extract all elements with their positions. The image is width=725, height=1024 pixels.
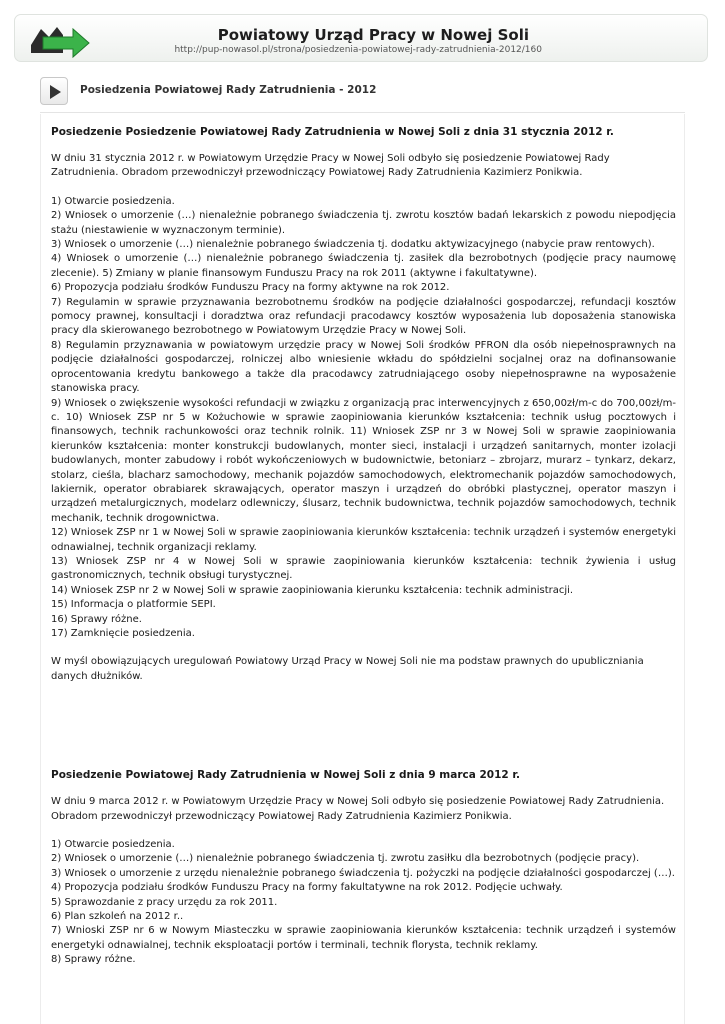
meeting-entry [51,125,676,684]
meeting-title: Posiedzenie Powiatowej Rady Zatrudnienia w Nowej Soli z dnia 9 marca 2012 r. [51,769,521,782]
section-arrow-icon [40,77,68,105]
agenda-item: 7) Regulamin w sprawie przyznawania bezrobotnemu środków na podjęcie działalności gospodarczej, refundacji kosztów pomocy prawnej, konsultacji i doradztwa oraz refundacji pracodawcy kosztów wyposażenia lub doposażenia stanowiska pracy dla skierowanego bezrobotnego w Powiatowym Urzędzie Pracy w Nowej Soli. [51,296,676,337]
agenda-item: 2) Wniosek o umorzenie (…) nienależnie pobranego świadczenia tj. zwrotu zasiłku dla bezrobotnych (podjęcie pracy). [51,853,640,865]
meeting-title: Posiedzenie Posiedzenie Powiatowej Rady Zatrudnienia w Nowej Soli z dnia 31 stycznia 2012 r. [51,126,614,138]
meeting-intro: W dniu 9 marca 2012 r. w Powiatowym Urzędzie Pracy w Nowej Soli odbyło się posiedzenie Powiatowej Rady Zatrudnienia. Obradom przewodniczył przewodniczący Powiatowej Rady Zatrudnienia Kazimierz Ponikwia. [51,796,665,822]
agenda-item: 3) Wniosek o umorzenie (…) nienależnie pobranego świadczenia tj. dodatku aktywizacyjnego (nabycie praw rentowych). [51,239,655,251]
agenda-item: 1) Otwarcie posiedzenia. [51,195,175,207]
meeting-entry [51,768,676,967]
agenda-item: 1) Otwarcie posiedzenia. [51,839,175,851]
meeting-note: W myśl obowiązujących uregulowań Powiatowy Urząd Pracy w Nowej Soli nie ma podstaw prawnych do upubliczniania danych dłużników. [51,656,644,682]
site-header [14,14,708,62]
agenda-item: 6) Plan szkoleń na 2012 r.. [51,911,184,923]
agenda-item: 7) Wnioski ZSP nr 6 w Nowym Miasteczku w sprawie zaopiniowania kierunków kształcenia: technik urządzeń i systemów energetyki odnawialnej, technik eksploatacji portów i terminali, technik florysta, technik reklamy. [51,925,676,951]
content-panel [40,114,685,1024]
agenda-item: 2) Wniosek o umorzenie (…) nienależnie pobranego świadczenia tj. zwrotu kosztów badań lekarskich z powodu niepodjęcia stażu (niestawienie w wyznaczonym terminie). [51,210,676,236]
agenda-item: 8) Regulamin przyznawania w powiatowym urzędzie pracy w Nowej Soli środków PFRON dla osób niepełnosprawnych na podjęcie działalności gospodarczej, rolniczej albo wniesienie wkładu do spółdzielni socjalnej oraz na dofinansowanie oprocentowania kredytu bankowego a także dla pracodawcy zatrudniającego osoby niepełnosprawne na wyposażenie stanowiska pracy. [51,339,676,395]
agenda-item: 5) Sprawozdanie z pracy urzędu za rok 2011. [51,896,278,908]
agenda-list [51,838,676,968]
section-title: Posiedzenia Powiatowej Rady Zatrudnienia - 2012 [80,84,377,96]
agenda-item: 6) Propozycja podziału środków Funduszu Pracy na formy aktywne na rok 2012. [51,282,450,294]
agenda-item: 14) Wniosek ZSP nr 2 w Nowej Soli w sprawie zaopiniowania kierunku kształcenia: technik administracji. [51,584,574,596]
divider [40,112,685,113]
agenda-item: 9) Wniosek o zwiększenie wysokości refundacji w związku z organizacją prac interwencyjnych z 650,00zł/m-c do 700,00zł/m-c. 10) Wniosek ZSP nr 5 w Kożuchowie w sprawie zaopiniowania kierunków kształcenia: technik usług pocztowych i finansowych, technik rachunkowości oraz technik rolnik. 11) Wniosek ZSP nr 3 w Nowej Soli w sprawie zaopiniowania kierunków kształcenia: monter konstrukcji budowlanych, monter sieci, instalacji i urządzeń sanitarnych, monter izolacji budowlanych, monter zabudowy i robót wykończeniowych w budownictwie, betoniarz – zbrojarz, murarz – tynkarz, dekarz, stolarz, cieśla, blacharz samochodowy, mechanik pojazdów samochodowych, elektromechanik pojazdów samochodowych, lakiernik, operator obrabiarek skrawających, operator maszyn i urządzeń do obróbki plastycznej, operator maszyn i urządzeń metalurgicznych, modelarz odlewniczy, ślusarz, technik budownictwa, technik pojazdów samochodowych, technik mechanik, technik drogownictwa. [51,397,676,524]
meeting-intro: W dniu 31 stycznia 2012 r. w Powiatowym Urzędzie Pracy w Nowej Soli odbyło się posiedzenie Powiatowej Rady Zatrudnienia. Obradom przewodniczył przewodniczący Powiatowej Rady Zatrudnienia Kazimierz Ponikwia. [51,153,610,179]
agenda-item: 16) Sprawy różne. [51,613,142,625]
agenda-item: 4) Propozycja podziału środków Funduszu Pracy na formy fakultatywne na rok 2012. Podjęcie uchwały. [51,882,563,894]
agenda-item: 12) Wniosek ZSP nr 1 w Nowej Soli w sprawie zaopiniowania kierunków kształcenia: technik urządzeń i systemów energetyki odnawialnej, technik organizacji reklamy. [51,527,676,553]
agenda-item: 15) Informacja o platformie SEPI. [51,599,216,611]
agenda-item: 8) Sprawy różne. [51,954,136,966]
site-title: Powiatowy Urząd Pracy w Nowej Soli [217,26,529,44]
agenda-list [51,195,676,642]
logo-arrow-icon [29,23,91,59]
agenda-item: 13) Wniosek ZSP nr 4 w Nowej Soli w sprawie zaopiniowania kierunków kształcenia: technik żywienia i usług gastronomicznych, technik obsługi turystycznej. [51,555,676,582]
agenda-item: 3) Wniosek o umorzenie z urzędu nienależnie pobranego świadczenia tj. pożyczki na podjęcie działalności gospodarczej (…). [51,867,675,879]
site-url[interactable]: http://pup-nowasol.pl/strona/posiedzenia-powiatowej-rady-zatrudnienia-2012/160 [174,45,542,55]
agenda-item: 4) Wniosek o umorzenie (…) nienależnie pobranego świadczenia tj. zasiłek dla bezrobotnych (podjęcie pracy naumowę zlecenie). 5) Zmiany w planie finansowym Funduszu Pracy na rok 2011 (aktywne i fakultatywne). [51,253,676,279]
agenda-item: 17) Zamknięcie posiedzenia. [51,628,195,639]
